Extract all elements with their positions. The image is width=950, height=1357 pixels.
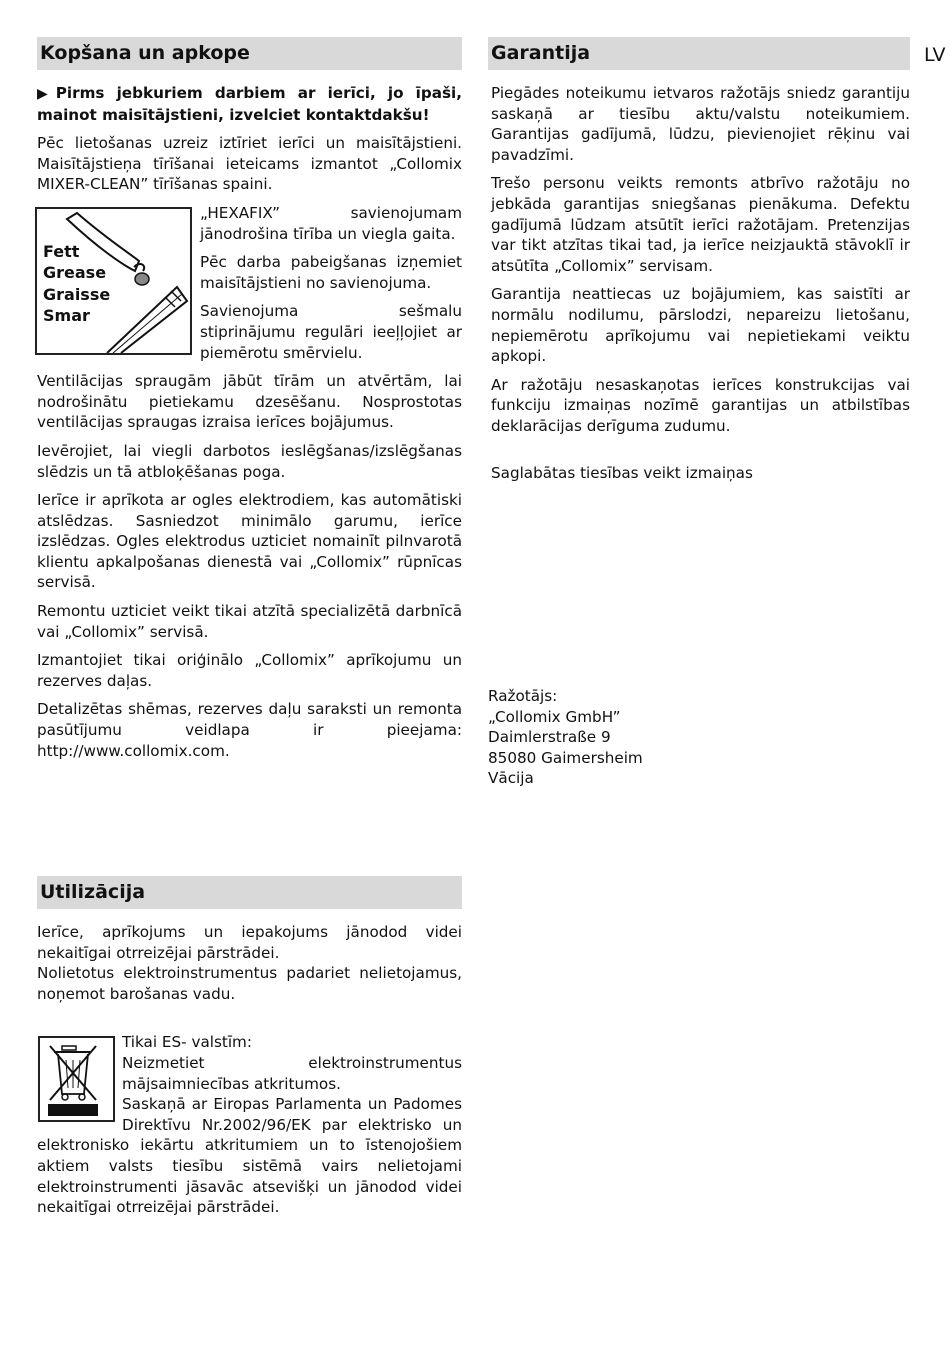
manufacturer-street: Daimlerstraße 9: [488, 728, 611, 747]
disposal-paragraph: Saskaņā ar Eiropas Parlamenta un Padomes Direktīvu Nr.2002/96/EK par elektrisko un elektronisko iekārtu atkritumiem un to īstenojošiem aktiem valsts tiesību sistēmā vairs nelietojami elektroinstrumenti jāsavāc atsevišķi un jānodod videi nekaitīgai otrreizējai pārstrādei.: [37, 1095, 462, 1217]
disposal-section: [37, 876, 462, 1226]
disposal-paragraph: Neizmetiet elektroinstrumentus mājsaimniecības atkritumos.: [122, 1053, 462, 1093]
care-paragraph: Ievērojiet, lai viegli darbotos ieslēgšanas/izslēgšanas slēdzis un tā atbloķēšanas poga.: [37, 441, 462, 481]
warranty-heading: Garantija: [488, 37, 910, 70]
manufacturer-country: Vācija: [488, 769, 534, 788]
grease-label: Fett: [43, 241, 80, 261]
warranty-paragraph: Ar ražotāju nesaskaņotas ierīces konstrukcijas vai funkciju izmaiņas nozīmē garantijas un atbilstības deklarācijas derīguma zudumu.: [491, 375, 910, 435]
warranty-paragraph: Trešo personu veikts remonts atbrīvo ražotāju no jebkāda garantijas sniegšanas pienākuma. Defektu gadījumā lūdzam atsūtīt ierīci ražotājam. Pretenzijas var tikt atzītas tikai tad, ja ierīce neizjauktā stāvoklī ir atsūtīta „Collomix” servisam.: [491, 174, 910, 275]
manufacturer-address: [488, 686, 643, 789]
manufacturer-label: Ražotājs:: [488, 687, 558, 705]
manufacturer-name: „Collomix GmbH”: [488, 707, 621, 726]
care-paragraph: Remontu uzticiet veikt tikai atzītā specializētā darbnīcā vai „Collomix” servisā.: [37, 602, 462, 641]
care-paragraph: Ventilācijas spraugām jābūt tīrām un atvērtām, lai nodrošinātu pietiekamu dzesēšanu. Nosprostotas ventilācijas spraugas izraisa ierīces bojājumus.: [37, 372, 462, 432]
disposal-eu-only: Tikai ES- valstīm:: [122, 1033, 252, 1052]
care-warning: ▶ Pirms jebkuriem darbiem ar ierīci, jo īpaši, mainot maisītājstieni, izvelciet kontaktdakšu!: [37, 84, 462, 124]
care-heading: Kopšana un apkope: [37, 37, 462, 70]
care-paragraph: Izmantojiet tikai oriģinālo „Collomix” aprīkojumu un rezerves daļas.: [37, 651, 462, 690]
care-paragraph: „HEXAFIX” savienojumam jānodrošina tīrība un viegla gaita.: [200, 203, 462, 243]
care-paragraph: Ierīce ir aprīkota ar ogles elektrodiem, kas automātiski atslēdzas. Sasniedzot minimālo garumu, ierīce izslēdzas. Ogles elektrodus uzticiet nomainīt pilnvarotā klientu apkalpošanas dienestā vai „Collomix” rūpnīcas servisā.: [37, 491, 462, 592]
disposal-heading: Utilizācija: [37, 876, 462, 909]
care-paragraph: Savienojuma sešmalu stiprinājumu regulāri ieeļļojiet ar piemērotu smērvielu.: [200, 302, 462, 362]
language-label: LV: [924, 44, 946, 66]
care-paragraph: Pēc lietošanas uzreiz iztīriet ierīci un maisītājstieni. Maisītājstieņa tīrīšanai ieteicams izmantot „Collomix MIXER-CLEAN” tīrīšanas spaini.: [37, 134, 462, 194]
care-paragraph: Pēc darba pabeigšanas izņemiet maisītājstieni no savienojuma.: [200, 253, 462, 292]
care-paragraph: Detalizētas shēmas, rezerves daļu saraksti un remonta pasūtījumu veidlapa ir pieejama: http://www.collomix.com.: [37, 700, 462, 760]
grease-label: Grease: [43, 263, 107, 283]
disposal-paragraph: Ierīce, aprīkojums un iepakojums jānodod videi nekaitīgai otrreizējai pārstrādei.: [37, 923, 462, 962]
rights-reserved: Saglabātas tiesības veikt izmaiņas: [491, 463, 753, 482]
grease-illustration: [35, 207, 192, 355]
warranty-paragraph: Garantija neattiecas uz bojājumiem, kas saistīti ar normālu nodilumu, pārslodzi, nepareizu lietošanu, nepiemērotu aprīkojumu vai nepietiekami veiktu apkopi.: [491, 285, 910, 366]
weee-bin-icon: [38, 1036, 115, 1122]
warning-triangle-icon: ▶: [37, 86, 48, 102]
manufacturer-city: 85080 Gaimersheim: [488, 748, 643, 767]
disposal-paragraph: Nolietotus elektroinstrumentus padariet nelietojamus, noņemot barošanas vadu.: [37, 964, 462, 1003]
warranty-section: [488, 37, 910, 491]
care-section: [37, 37, 462, 769]
grease-label: Graisse: [43, 284, 111, 304]
warranty-paragraph: Piegādes noteikumu ietvaros ražotājs sniedz garantiju saskaņā ar tiesību aktu/valstu noteikumiem. Garantijas gadījumā, lūdzu, pievienojiet rēķinu vai pavadzīmi.: [491, 84, 910, 164]
grease-label: Smar: [43, 306, 90, 326]
grease-labels: [43, 241, 110, 327]
